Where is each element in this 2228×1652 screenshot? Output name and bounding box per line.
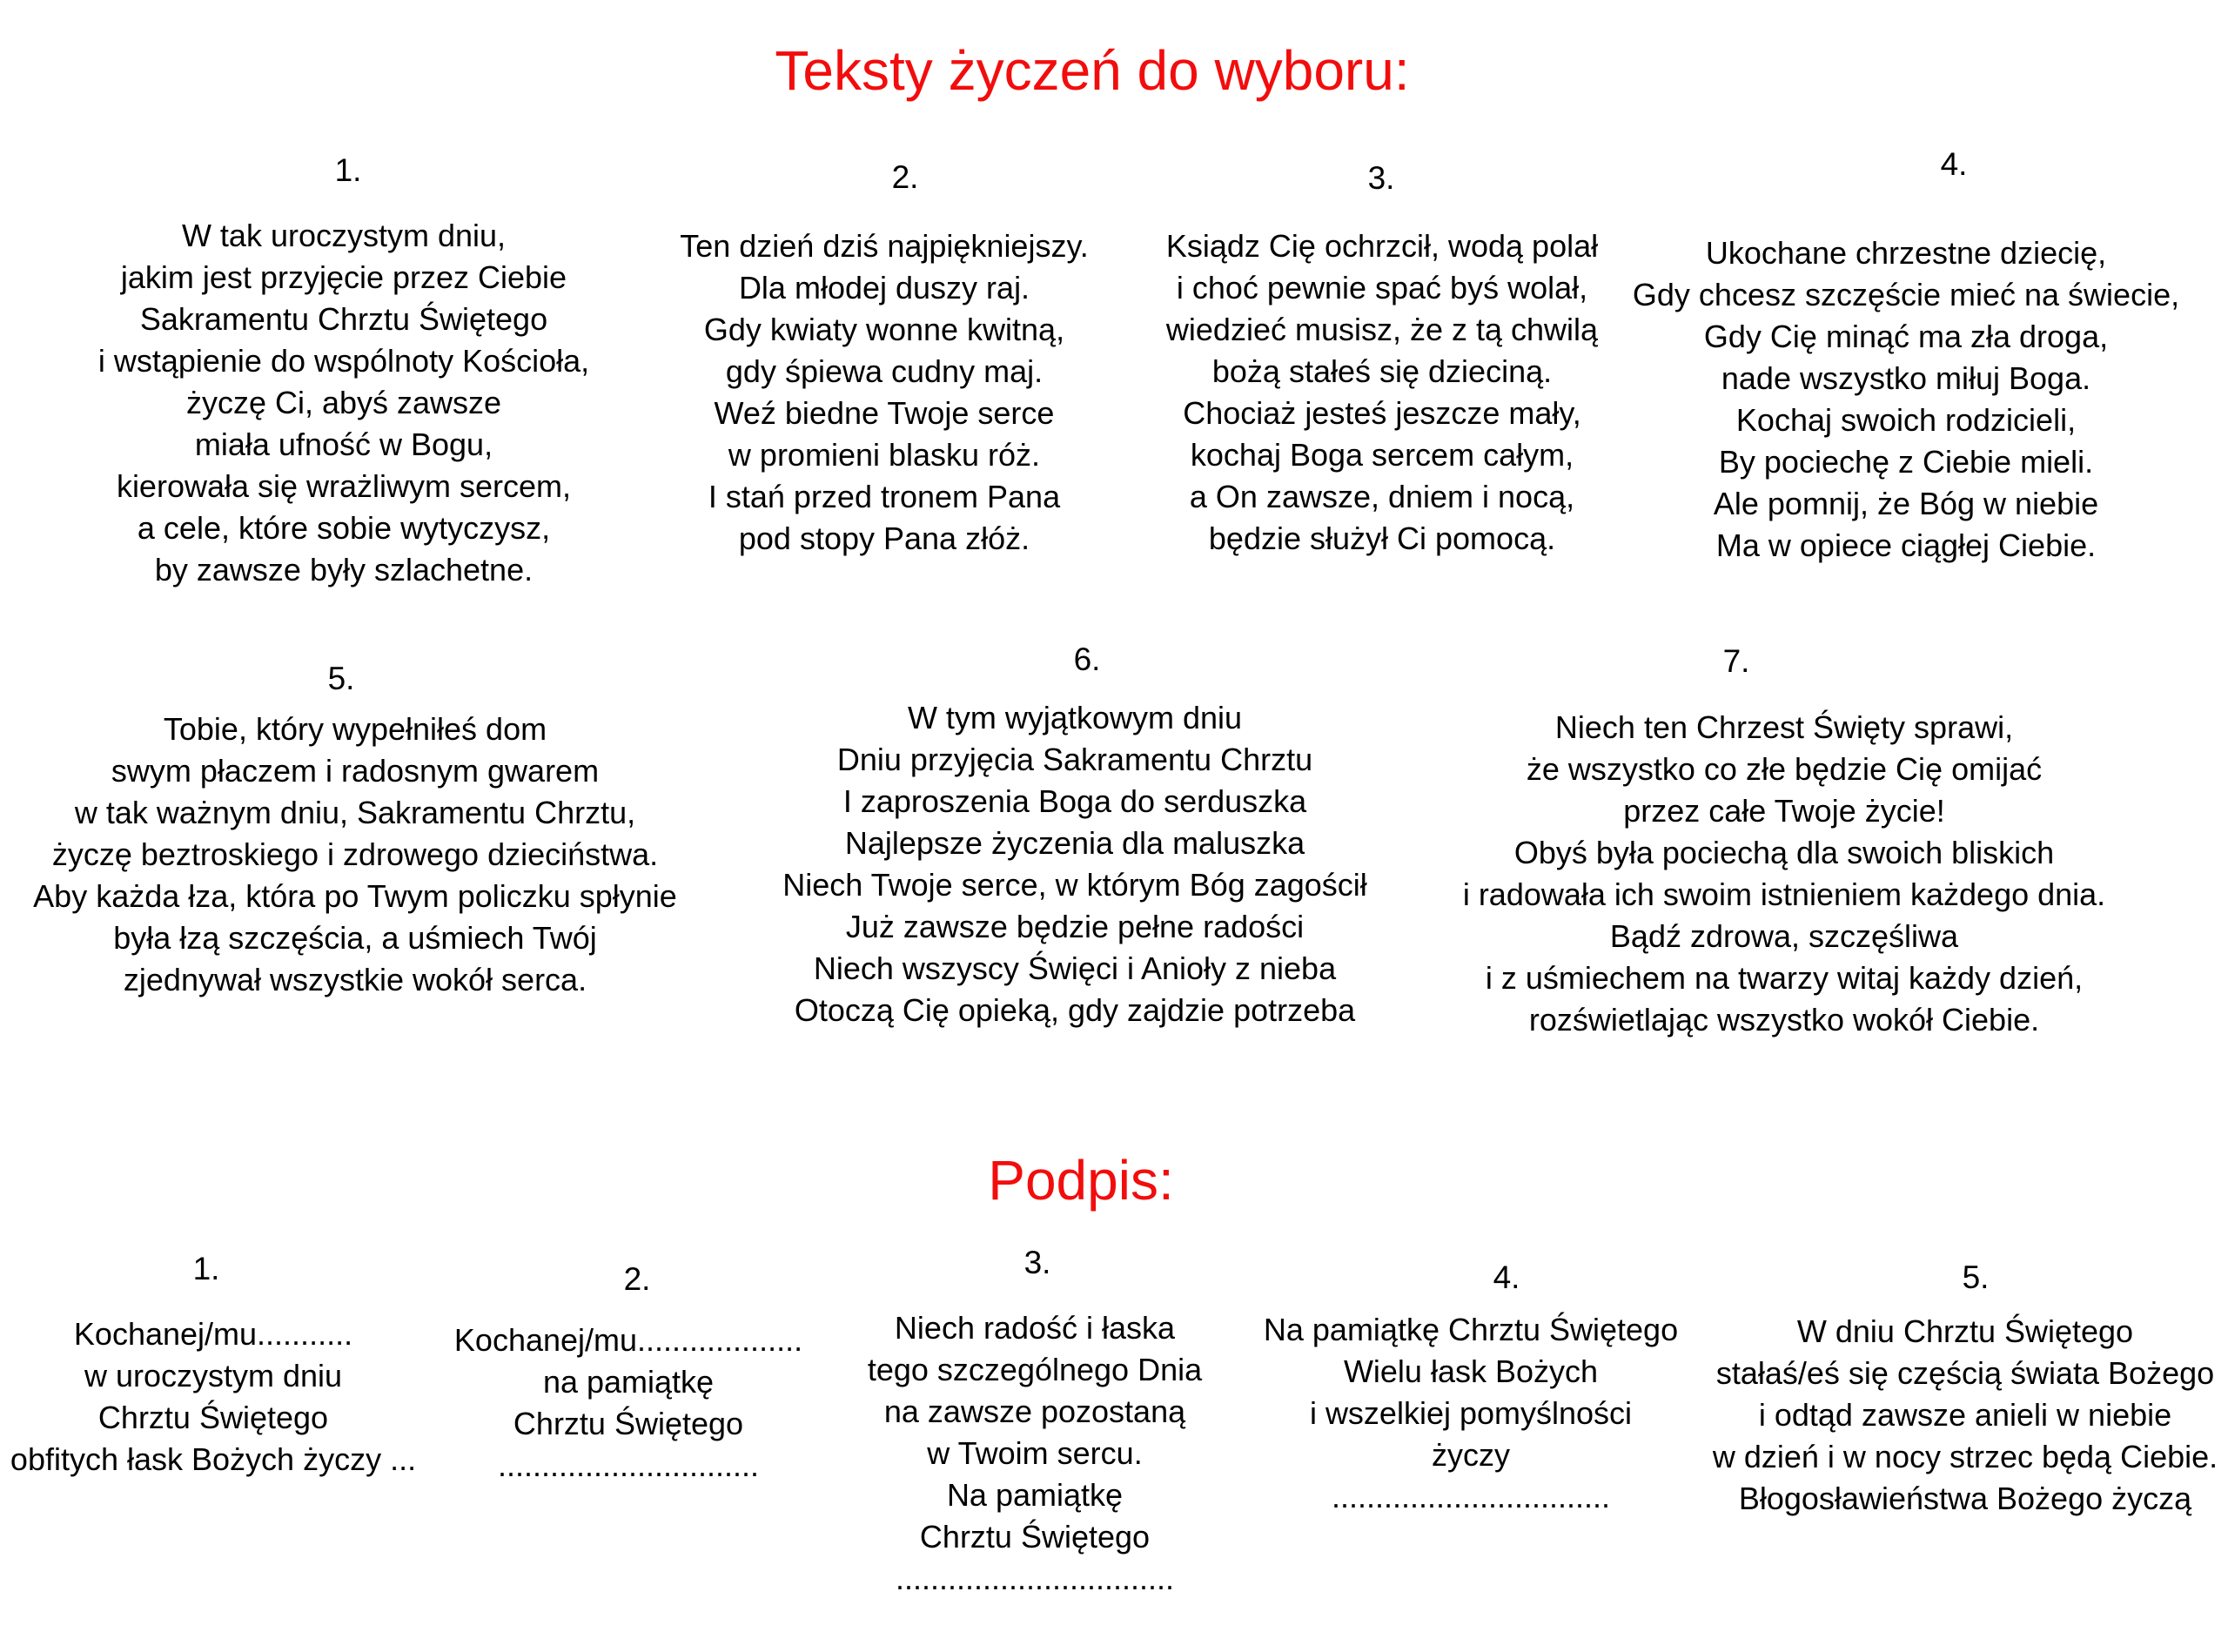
page-title: Teksty życzeń do wyboru: [775,39,1410,102]
text-line: Sakramentu Chrztu Świętego [139,301,548,337]
text-line: tego szczególnego Dnia [867,1352,1203,1387]
signature-1-number: 1. [192,1251,220,1286]
text-line: Niech ten Chrzest Święty sprawi, [1554,709,2014,745]
wish-1-text [13,215,674,591]
signature-1-text [4,1313,422,1481]
text-line: Chrztu Świętego [513,1406,744,1441]
text-line: była łzą szczęścia, a uśmiech Twój [113,920,597,956]
signature-section-title: Podpis: [988,1149,1174,1212]
text-line: i choć pewnie spać byś wolał, [1176,270,1588,306]
text-line: a cele, które sobie wytyczysz, [137,510,551,546]
wish-5-number: 5. [327,661,355,696]
text-line: i radowała ich swoim istnieniem każdego dnia. [1462,876,2106,912]
text-line: Kochaj swoich rodzicieli, [1735,402,2077,438]
wish-1-number: 1. [334,152,362,188]
text-line: życzę beztroskiego i zdrowego dzieciństwa. [51,836,659,872]
text-line: Gdy chcesz szczęście mieć na świecie, [1632,277,2180,312]
wish-6-text [753,697,1397,1031]
text-line: Ksiądz Cię ochrzcił, wodą polał [1165,228,1599,264]
text-line: jakim jest przyjęcie przez Ciebie [120,259,567,295]
text-line: Niech wszyscy Święci i Anioły z nieba [813,950,1337,986]
text-line: Ukochane chrzestne dziecię, [1705,235,2107,271]
text-line: gdy śpiewa cudny maj. [725,353,1044,389]
text-line: kierowała się wrażliwym sercem, [116,468,572,504]
wish-7-number: 7. [1722,643,1750,679]
text-line: wiedzieć musisz, że z tą chwilą [1165,312,1599,347]
text-line: życzy [1432,1437,1510,1473]
text-line: Niech radość i łaska [894,1310,1176,1346]
text-line: Już zawsze będzie pełne radości [845,909,1305,944]
wish-6-number: 6. [1073,641,1101,677]
signature-3-text [817,1307,1252,1600]
text-line: I stań przed tronem Pana [708,479,1061,514]
text-line: miała ufność w Bogu, [194,426,493,462]
text-line: bożą stałeś się dzieciną. [1211,353,1553,389]
text-line: Na pamiątkę Chrztu Świętego [1263,1312,1679,1347]
text-line: Chrztu Świętego [97,1400,329,1435]
text-line: by zawsze były szlachetne. [154,552,534,588]
text-line: Bądź zdrowa, szczęśliwa [1609,918,1959,954]
text-line: na zawsze pozostaną [883,1393,1186,1429]
text-line: pod stopy Pana złóż. [738,520,1030,556]
text-line: Kochanej/mu................... [453,1322,803,1358]
text-line: przez całe Twoje życie! [1623,793,1945,829]
text-line: Dla młodej duszy raj. [738,270,1030,306]
text-line: obfitych łask Bożych życzy ... [10,1441,417,1477]
text-line: w promieni blasku róż. [728,437,1041,473]
text-line: na pamiątkę [542,1364,715,1400]
text-line: ................................ [1331,1479,1611,1514]
signature-3-number: 3. [1023,1245,1051,1280]
text-line: a On zawsze, dniem i nocą, [1189,479,1575,514]
text-line: że wszystko co złe będzie Cię omijać [1526,751,2043,787]
text-line: w tak ważnym dniu, Sakramentu Chrztu, [74,795,636,830]
text-line: Niech Twoje serce, w którym Bóg zagościł [782,867,1367,903]
text-line: Aby każda łza, która po Twym policzku spłynie [33,878,677,914]
text-line: I zaproszenia Boga do serduszka [842,783,1307,819]
text-line: swym płaczem i radosnym gwarem [111,753,600,789]
text-line: Obyś była pociechą dla swoich bliskich [1513,835,2055,870]
text-line: ................................ [895,1561,1175,1596]
wish-4-number: 4. [1940,146,1968,182]
text-line: kochaj Boga sercem całym, [1190,437,1574,473]
text-line: .............................. [497,1447,760,1483]
text-line: Dniu przyjęcia Sakramentu Chrztu [836,742,1313,777]
signature-2-number: 2. [623,1261,651,1297]
text-line: zjednywał wszystkie wokół serca. [123,962,587,997]
text-line: Weź biedne Twoje serce [714,395,1055,431]
text-line: Ma w opiece ciągłej Ciebie. [1715,527,2097,563]
text-line: będzie służył Ci pomocą. [1208,520,1556,556]
text-line: w uroczystym dniu [84,1358,343,1393]
signature-4-number: 4. [1493,1259,1520,1295]
text-line: Gdy kwiaty wonne kwitną, [703,312,1065,347]
wish-7-text [1427,707,2141,1041]
text-line: Chrztu Świętego [919,1519,1151,1555]
signature-2-text [419,1320,837,1487]
text-line: nade wszystko miłuj Boga. [1721,360,2091,396]
text-line: Tobie, który wypełniłeś dom [163,711,547,747]
wish-5-text [0,708,712,1001]
text-line: Kochanej/mu........... [73,1316,353,1352]
text-line: stałaś/eś się częścią świata Bożego [1715,1355,2215,1391]
wish-3-number: 3. [1367,160,1395,196]
text-line: i odtąd zawsze anieli w niebie [1758,1397,2172,1433]
text-line: w dzień i w nocy strzec będą Ciebie. [1712,1439,2218,1474]
text-line: W dniu Chrztu Świętego [1796,1313,2134,1349]
text-line: i wstąpienie do wspólnoty Kościoła, [97,343,590,379]
text-line: w Twoim sercu. [927,1435,1143,1471]
text-line: Gdy Cię minąć ma zła droga, [1703,319,2109,354]
text-line: Na pamiątkę [946,1477,1124,1513]
text-line: Ten dzień dziś najpiękniejszy. [680,228,1089,264]
signature-4-text [1236,1309,1706,1518]
text-line: rozświetlając wszystko wokół Ciebie. [1528,1002,2040,1038]
text-line: i wszelkiej pomyślności [1309,1395,1633,1431]
wish-2-number: 2. [891,159,919,195]
signature-5-text [1704,1311,2226,1520]
wish-2-text [623,225,1145,560]
text-line: Chociaż jesteś jeszcze mały, [1183,395,1581,431]
text-line: Najlepsze życzenia dla maluszka [844,825,1305,861]
text-line: Ale pomnij, że Bóg w niebie [1713,486,2099,521]
signature-5-number: 5. [1962,1259,1990,1295]
text-line: Wielu łask Bożych [1343,1353,1599,1389]
wish-4-text [1601,232,2211,567]
text-line: życzę Ci, abyś zawsze [185,385,502,420]
wish-3-text [1121,225,1643,560]
text-line: i z uśmiechem na twarzy witaj każdy dzień, [1485,960,2084,996]
text-line: Błogosławieństwa Bożego życzą [1738,1481,2192,1516]
text-line: W tym wyjątkowym dniu [907,700,1243,735]
text-line: W tak uroczystym dniu, [181,218,507,253]
text-line: By pociechę z Ciebie mieli. [1718,444,2094,480]
text-line: Otoczą Cię opieką, gdy zajdzie potrzeba [794,992,1356,1028]
